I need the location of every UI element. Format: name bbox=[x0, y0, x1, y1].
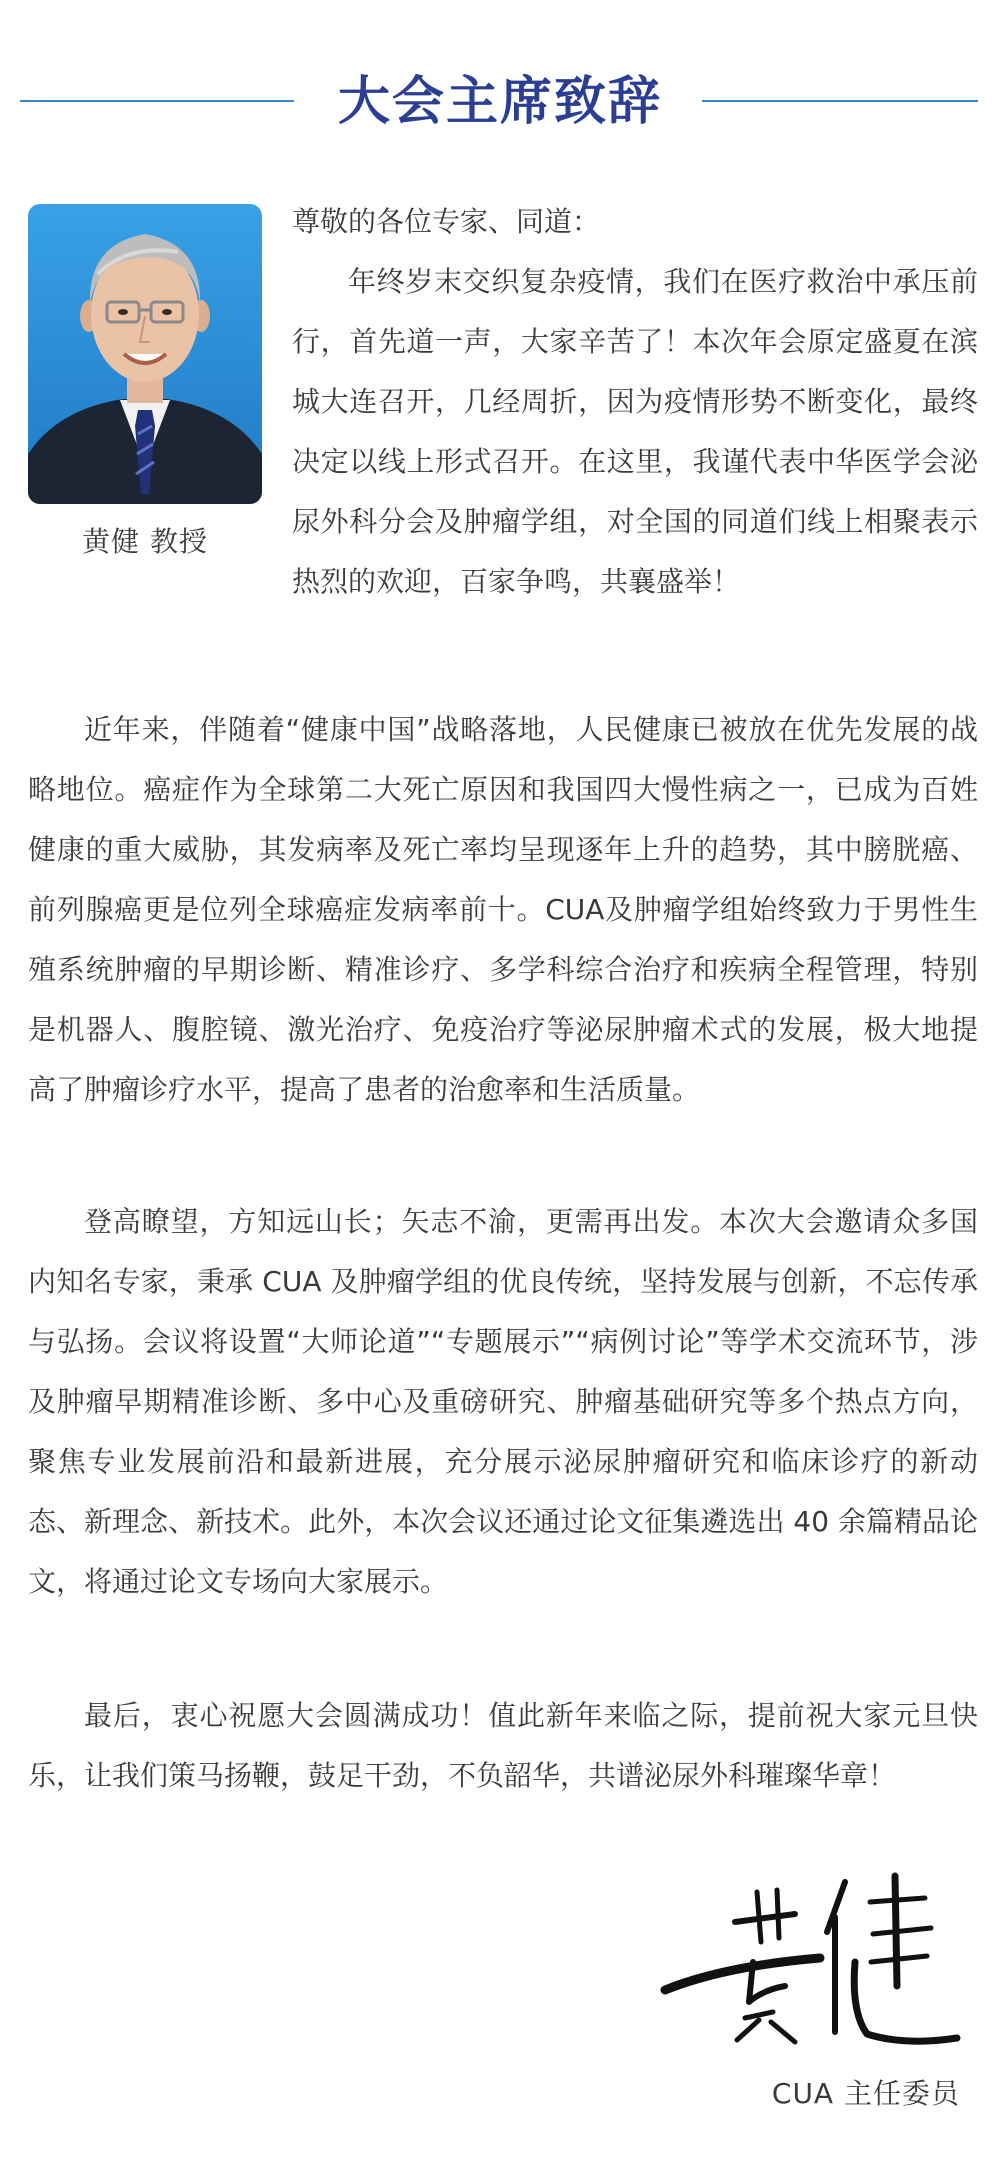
letter-paragraph: 最后，衷心祝愿大会圆满成功！值此新年来临之际，提前祝大家元旦快乐，让我们策马扬鞭，鼓足干劲，不负韶华，共谱泌尿外科璀璨华章！ bbox=[28, 1699, 978, 1792]
letter-paragraph: 近年来，伴随着“健康中国”战略落地，人民健康已被放在优先发展的战略地位。癌症作为全球第二大死亡原因和我国四大慢性病之一，已成为百姓健康的重大威胁，其发病率及死亡率均呈现逐年上升的趋势，其中膀胱癌、前列腺癌更是位列全球癌症发病率前十。CUA及肿瘤学组始终致力于男性生殖系统肿瘤的早期诊断、精准诊疗、多学科综合治疗和疾病全程管理，特别是机器人、腹腔镜、激光治疗、免疫治疗等泌尿肿瘤术式的发展，极大地提高了肿瘤诊疗水平，提高了患者的治愈率和生活质量。 bbox=[28, 713, 978, 1106]
paragraph-1-container bbox=[28, 252, 978, 612]
title-rule-left bbox=[20, 100, 294, 102]
title-rule-right bbox=[702, 100, 978, 102]
letter-paragraph: 年终岁末交织复杂疫情，我们在医疗救治中承压前行，首先道一声，大家辛苦了！本次年会原定盛夏在滨城大连召开，几经周折，因为疫情形势不断变化，最终决定以线上形式召开。在这里，我谨代表中华医学会泌尿外科分会及肿瘤学组，对全国的同道们线上相聚表示热烈的欢迎，百家争鸣，共襄盛举！ bbox=[292, 265, 978, 598]
salutation: 尊敬的各位专家、同道： bbox=[292, 205, 601, 238]
signatory-title: CUA 主任委员 bbox=[771, 2077, 960, 2110]
letter-paragraph: 登高瞭望，方知远山长；矢志不渝，更需再出发。本次大会邀请众多国内知名专家，秉承 CUA 及肿瘤学组的优良传统，坚持发展与创新，不忘传承与弘扬。会议将设置“大师论道”“专题展示”“病例讨论”等学术交流环节，涉及肿瘤早期精准诊断、多中心及重磅研究、肿瘤基础研究等多个热点方向，聚焦专业发展前沿和最新进展，充分展示泌尿肿瘤研究和临床诊疗的新动态、新理念、新技术。此外，本次会议还通过论文征集遴选出 40 余篇精品论文，将通过论文专场向大家展示。 bbox=[28, 1205, 978, 1598]
portrait-caption: 黄健 教授 bbox=[82, 525, 208, 558]
header bbox=[0, 62, 1000, 142]
handwritten-signature bbox=[645, 1862, 980, 2062]
page-title: 大会主席致辞 bbox=[337, 72, 662, 132]
portrait-spacer bbox=[28, 252, 292, 612]
